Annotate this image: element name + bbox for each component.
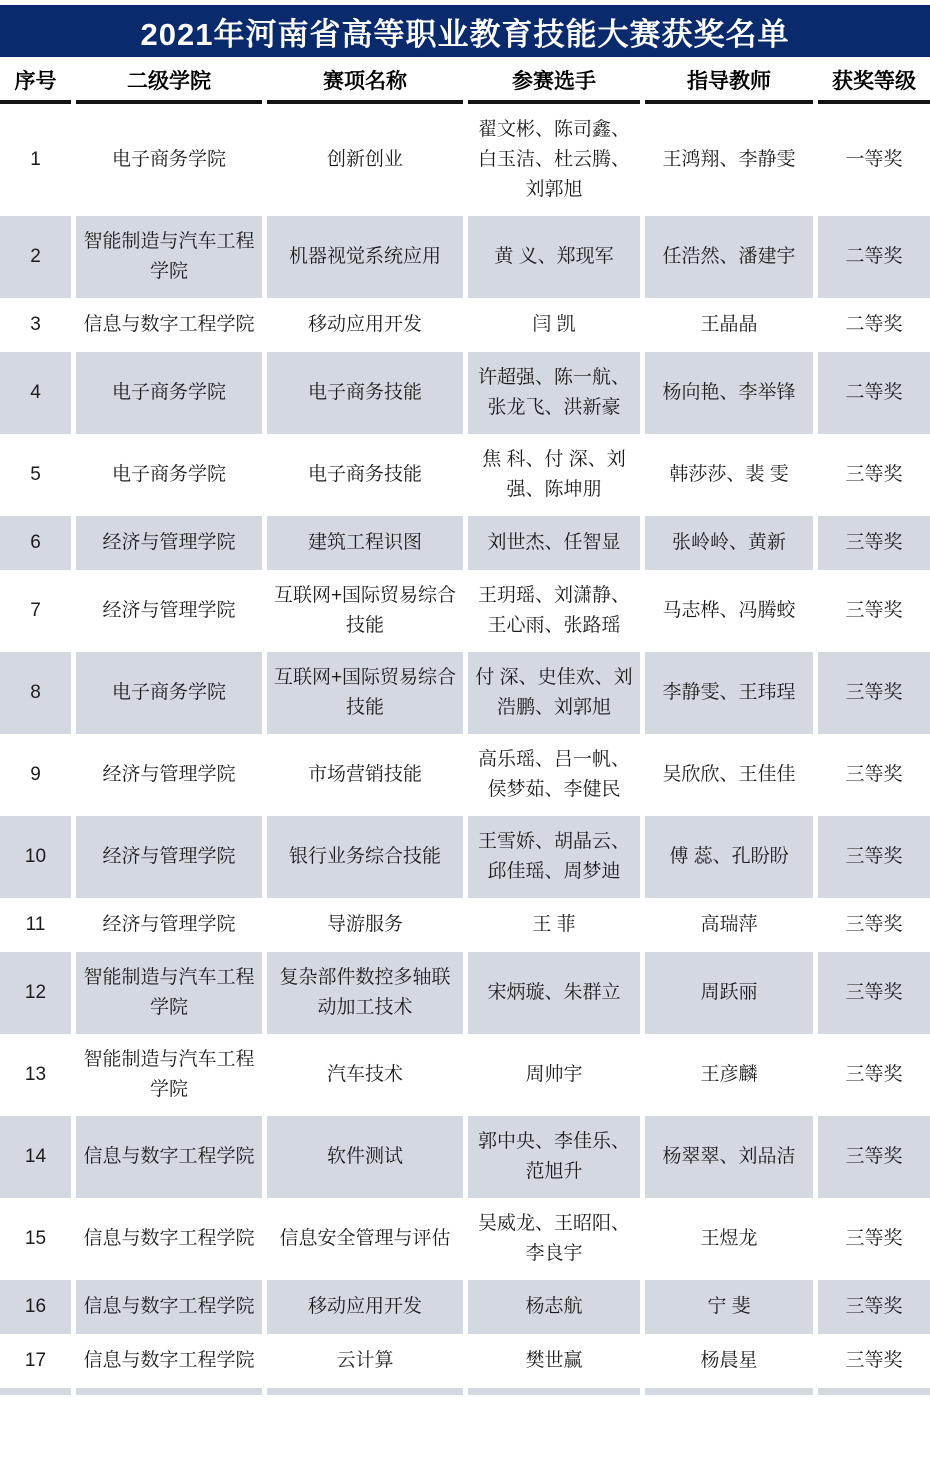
cell-contestants: 许超强、陈一航、张龙飞、洪新豪 xyxy=(468,352,640,434)
cell-teachers: 李静雯、王玮珵 xyxy=(645,652,813,734)
table-row xyxy=(0,1334,930,1388)
page-title-bar xyxy=(0,5,930,57)
cell-event: 导游服务 xyxy=(267,898,463,952)
header-col-college: 二级学院 xyxy=(76,57,262,104)
cell-award: 三等奖 xyxy=(818,1034,930,1116)
cell-event: 机器视觉系统应用 xyxy=(267,216,463,298)
cell-teachers: 傅 蕊、孔盼盼 xyxy=(645,816,813,898)
table-row xyxy=(0,816,930,898)
header-col-teachers: 指导教师 xyxy=(645,57,813,104)
cell-event: 创新创业 xyxy=(267,104,463,216)
cell-no: 5 xyxy=(0,434,71,516)
cell-contestants: 刘世杰、任智显 xyxy=(468,516,640,570)
cell-no: 6 xyxy=(0,516,71,570)
cell-college: 经济与管理学院 xyxy=(76,570,262,652)
cell-event: 软件测试 xyxy=(267,1116,463,1198)
table-header-row xyxy=(0,57,930,104)
cell-award: 三等奖 xyxy=(818,652,930,734)
table-row xyxy=(0,570,930,652)
cell-award: 三等奖 xyxy=(818,952,930,1034)
cell-contestants: 周帅宇 xyxy=(468,1034,640,1116)
page-title: 2021年河南省高等职业教育技能大赛获奖名单 xyxy=(140,16,790,52)
cell-teachers: 王煜龙 xyxy=(645,1198,813,1280)
cell-contestants: 闫 凯 xyxy=(468,298,640,352)
cell-award: 三等奖 xyxy=(818,1280,930,1334)
cell-teachers: 宁 斐 xyxy=(645,1280,813,1334)
cell-college: 经济与管理学院 xyxy=(76,816,262,898)
cell-award: 三等奖 xyxy=(818,1116,930,1198)
cell-teachers: 王彦麟 xyxy=(645,1034,813,1116)
cell-award: 三等奖 xyxy=(818,816,930,898)
cell-college: 智能制造与汽车工程学院 xyxy=(76,1034,262,1116)
cell-contestants: 高乐瑶、吕一帆、侯梦茹、李健民 xyxy=(468,734,640,816)
cell-contestants: 王雪娇、胡晶云、邱佳瑶、周梦迪 xyxy=(468,816,640,898)
cell-no: 13 xyxy=(0,1034,71,1116)
cell-college: 经济与管理学院 xyxy=(76,516,262,570)
table-row xyxy=(0,898,930,952)
cell-no: 11 xyxy=(0,898,71,952)
cell-contestants: 王 菲 xyxy=(468,898,640,952)
header-col-no: 序号 xyxy=(0,57,71,104)
cell-event: 市场营销技能 xyxy=(267,734,463,816)
table-row xyxy=(0,104,930,216)
cell-college: 电子商务学院 xyxy=(76,104,262,216)
cell-award: 二等奖 xyxy=(818,352,930,434)
cell-no: 4 xyxy=(0,352,71,434)
partial-cell xyxy=(468,1388,640,1395)
cell-no: 3 xyxy=(0,298,71,352)
cell-event: 建筑工程识图 xyxy=(267,516,463,570)
cell-no: 9 xyxy=(0,734,71,816)
cell-contestants: 翟文彬、陈司鑫、白玉洁、杜云腾、刘郭旭 xyxy=(468,104,640,216)
cell-no: 8 xyxy=(0,652,71,734)
cell-award: 一等奖 xyxy=(818,104,930,216)
cell-event: 移动应用开发 xyxy=(267,298,463,352)
cell-event: 互联网+国际贸易综合技能 xyxy=(267,652,463,734)
cell-no: 14 xyxy=(0,1116,71,1198)
cell-teachers: 任浩然、潘建宇 xyxy=(645,216,813,298)
cell-college: 智能制造与汽车工程学院 xyxy=(76,216,262,298)
table-row xyxy=(0,516,930,570)
cell-college: 信息与数字工程学院 xyxy=(76,1334,262,1388)
partial-next-row xyxy=(0,1388,930,1395)
cell-college: 电子商务学院 xyxy=(76,352,262,434)
cell-teachers: 周跃丽 xyxy=(645,952,813,1034)
cell-award: 三等奖 xyxy=(818,898,930,952)
cell-award: 三等奖 xyxy=(818,516,930,570)
table-row xyxy=(0,734,930,816)
partial-cell xyxy=(267,1388,463,1395)
table-row xyxy=(0,1034,930,1116)
table-row xyxy=(0,434,930,516)
table-row xyxy=(0,1116,930,1198)
table-row xyxy=(0,352,930,434)
cell-teachers: 韩莎莎、裴 雯 xyxy=(645,434,813,516)
awards-table xyxy=(0,57,930,1395)
cell-award: 三等奖 xyxy=(818,1198,930,1280)
cell-award: 二等奖 xyxy=(818,216,930,298)
cell-contestants: 王玥瑶、刘潇静、王心雨、张路瑶 xyxy=(468,570,640,652)
cell-teachers: 吴欣欣、王佳佳 xyxy=(645,734,813,816)
cell-event: 移动应用开发 xyxy=(267,1280,463,1334)
cell-event: 银行业务综合技能 xyxy=(267,816,463,898)
cell-no: 12 xyxy=(0,952,71,1034)
cell-college: 信息与数字工程学院 xyxy=(76,1116,262,1198)
cell-contestants: 黄 义、郑现军 xyxy=(468,216,640,298)
table-row xyxy=(0,1280,930,1334)
cell-contestants: 吴威龙、王昭阳、李良宇 xyxy=(468,1198,640,1280)
cell-teachers: 张岭岭、黄新 xyxy=(645,516,813,570)
cell-teachers: 王鸿翔、李静雯 xyxy=(645,104,813,216)
cell-award: 三等奖 xyxy=(818,434,930,516)
cell-teachers: 杨向艳、李举锋 xyxy=(645,352,813,434)
partial-cell xyxy=(0,1388,71,1395)
header-col-award: 获奖等级 xyxy=(818,57,930,104)
cell-teachers: 马志桦、冯腾蛟 xyxy=(645,570,813,652)
header-col-event: 赛项名称 xyxy=(267,57,463,104)
table-row xyxy=(0,1198,930,1280)
cell-no: 17 xyxy=(0,1334,71,1388)
cell-contestants: 宋炳璇、朱群立 xyxy=(468,952,640,1034)
cell-event: 电子商务技能 xyxy=(267,352,463,434)
cell-no: 10 xyxy=(0,816,71,898)
cell-no: 2 xyxy=(0,216,71,298)
cell-college: 电子商务学院 xyxy=(76,652,262,734)
cell-no: 1 xyxy=(0,104,71,216)
cell-college: 信息与数字工程学院 xyxy=(76,1280,262,1334)
cell-event: 汽车技术 xyxy=(267,1034,463,1116)
cell-event: 电子商务技能 xyxy=(267,434,463,516)
cell-no: 15 xyxy=(0,1198,71,1280)
cell-teachers: 杨翠翠、刘品洁 xyxy=(645,1116,813,1198)
cell-event: 复杂部件数控多轴联动加工技术 xyxy=(267,952,463,1034)
cell-award: 三等奖 xyxy=(818,1334,930,1388)
partial-cell xyxy=(818,1388,930,1395)
partial-cell xyxy=(76,1388,262,1395)
cell-teachers: 王晶晶 xyxy=(645,298,813,352)
cell-no: 16 xyxy=(0,1280,71,1334)
table-row xyxy=(0,298,930,352)
cell-event: 云计算 xyxy=(267,1334,463,1388)
cell-college: 电子商务学院 xyxy=(76,434,262,516)
cell-award: 二等奖 xyxy=(818,298,930,352)
cell-contestants: 樊世赢 xyxy=(468,1334,640,1388)
cell-college: 信息与数字工程学院 xyxy=(76,1198,262,1280)
cell-college: 信息与数字工程学院 xyxy=(76,298,262,352)
cell-event: 信息安全管理与评估 xyxy=(267,1198,463,1280)
partial-cell xyxy=(645,1388,813,1395)
cell-no: 7 xyxy=(0,570,71,652)
cell-teachers: 杨晨星 xyxy=(645,1334,813,1388)
cell-contestants: 杨志航 xyxy=(468,1280,640,1334)
cell-college: 经济与管理学院 xyxy=(76,734,262,816)
table-row xyxy=(0,652,930,734)
table-body xyxy=(0,104,930,1388)
cell-event: 互联网+国际贸易综合技能 xyxy=(267,570,463,652)
cell-teachers: 高瑞萍 xyxy=(645,898,813,952)
cell-award: 三等奖 xyxy=(818,734,930,816)
cell-college: 经济与管理学院 xyxy=(76,898,262,952)
cell-contestants: 焦 科、付 深、刘 强、陈坤朋 xyxy=(468,434,640,516)
header-col-contestants: 参赛选手 xyxy=(468,57,640,104)
cell-award: 三等奖 xyxy=(818,570,930,652)
table-row xyxy=(0,952,930,1034)
cell-college: 智能制造与汽车工程学院 xyxy=(76,952,262,1034)
table-row xyxy=(0,216,930,298)
cell-contestants: 付 深、史佳欢、刘浩鹏、刘郭旭 xyxy=(468,652,640,734)
cell-contestants: 郭中央、李佳乐、范旭升 xyxy=(468,1116,640,1198)
